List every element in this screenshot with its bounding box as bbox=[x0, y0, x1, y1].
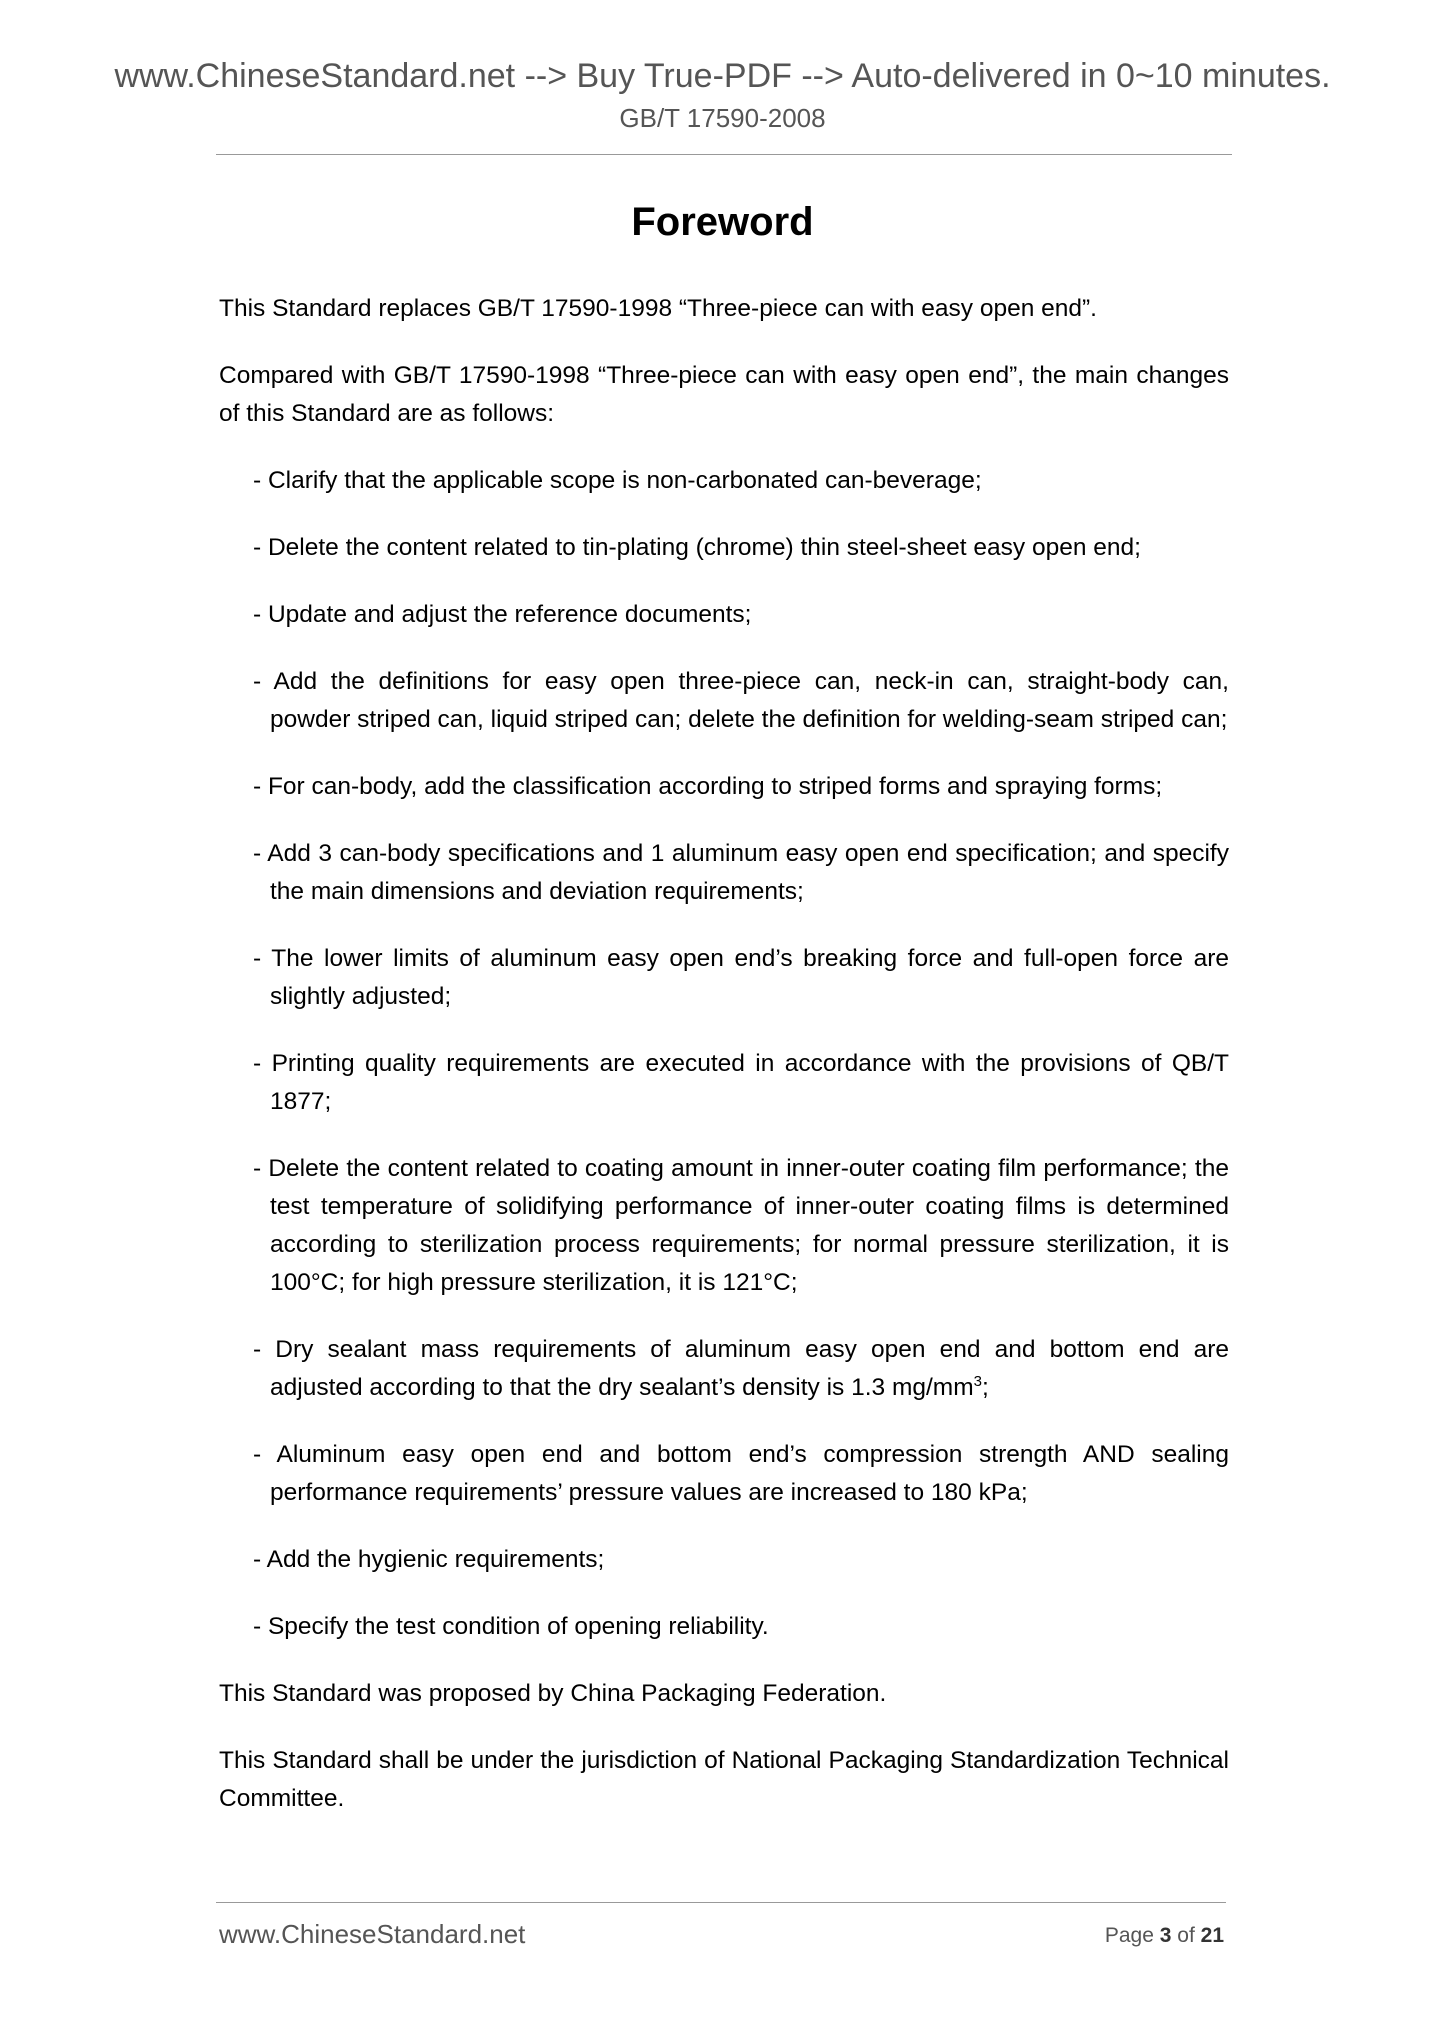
page-label: Page bbox=[1104, 1924, 1154, 1947]
page-of: of bbox=[1177, 1924, 1195, 1947]
page-current: 3 bbox=[1159, 1924, 1172, 1947]
unit-superscript: 3 bbox=[973, 1372, 982, 1390]
document-body bbox=[219, 290, 1229, 1847]
footer-divider bbox=[216, 1902, 1226, 1903]
change-item: - Specify the test condition of opening reliability. bbox=[253, 1613, 769, 1640]
change-item: - For can-body, add the classification according to striped forms and spraying forms; bbox=[253, 773, 1163, 800]
intro-paragraph: This Standard replaces GB/T 17590-1998 “Three-piece can with easy open end”. bbox=[219, 295, 1097, 322]
closing-paragraph: This Standard was proposed by China Packaging Federation. bbox=[219, 1680, 887, 1707]
intro-paragraph: Compared with GB/T 17590-1998 “Three-piece can with easy open end”, the main changes of this Standard are as follows: bbox=[219, 362, 1229, 427]
change-item-sealant bbox=[253, 1331, 1229, 1407]
page-title: Foreword bbox=[631, 200, 814, 244]
footer-site-link[interactable]: www.ChineseStandard.net bbox=[219, 1919, 526, 1949]
change-item: - Delete the content related to tin-plating (chrome) thin steel-sheet easy open end; bbox=[253, 534, 1141, 561]
change-item: - The lower limits of aluminum easy open end’s breaking force and full-open force are slightly adjusted; bbox=[253, 945, 1229, 1010]
change-item: - Aluminum easy open end and bottom end’s compression strength AND sealing performance requirements’ pressure values are increased to 180 kPa; bbox=[253, 1441, 1229, 1506]
sealant-suffix: ; bbox=[981, 1374, 989, 1401]
change-item: - Add the definitions for easy open three-piece can, neck-in can, straight-body can, powder striped can, liquid striped can; delete the definition for welding-seam striped can; bbox=[253, 668, 1229, 733]
change-item: - Printing quality requirements are executed in accordance with the provisions of QB/T 1877; bbox=[253, 1050, 1229, 1115]
document-code: GB/T 17590-2008 bbox=[619, 103, 826, 133]
change-item: - Clarify that the applicable scope is non-carbonated can-beverage; bbox=[253, 467, 982, 494]
change-item: - Delete the content related to coating amount in inner-outer coating film performance; the test temperature of solidifying performance of inner-outer coating films is determined according to sterilization process requirements; for normal pressure sterilization, it is 100°C; for high pressure sterilization, it is 121°C; bbox=[253, 1155, 1229, 1296]
sealant-text: - Dry sealant mass requirements of aluminum easy open end and bottom end are adjusted according to that the dry sealant’s density is 1.3 mg/mm bbox=[253, 1336, 1229, 1401]
header-banner: www.ChineseStandard.net --> Buy True-PDF --> Auto-delivered in 0~10 minutes. bbox=[114, 57, 1331, 95]
page-number bbox=[1105, 1923, 1224, 1949]
header-divider bbox=[216, 154, 1232, 155]
change-item: - Update and adjust the reference documents; bbox=[253, 601, 752, 628]
change-item: - Add the hygienic requirements; bbox=[253, 1546, 605, 1573]
closing-paragraph: This Standard shall be under the jurisdiction of National Packaging Standardization Technical Committee. bbox=[219, 1747, 1229, 1812]
change-item: - Add 3 can-body specifications and 1 aluminum easy open end specification; and specify the main dimensions and deviation requirements; bbox=[253, 840, 1229, 905]
page-total: 21 bbox=[1200, 1924, 1224, 1947]
